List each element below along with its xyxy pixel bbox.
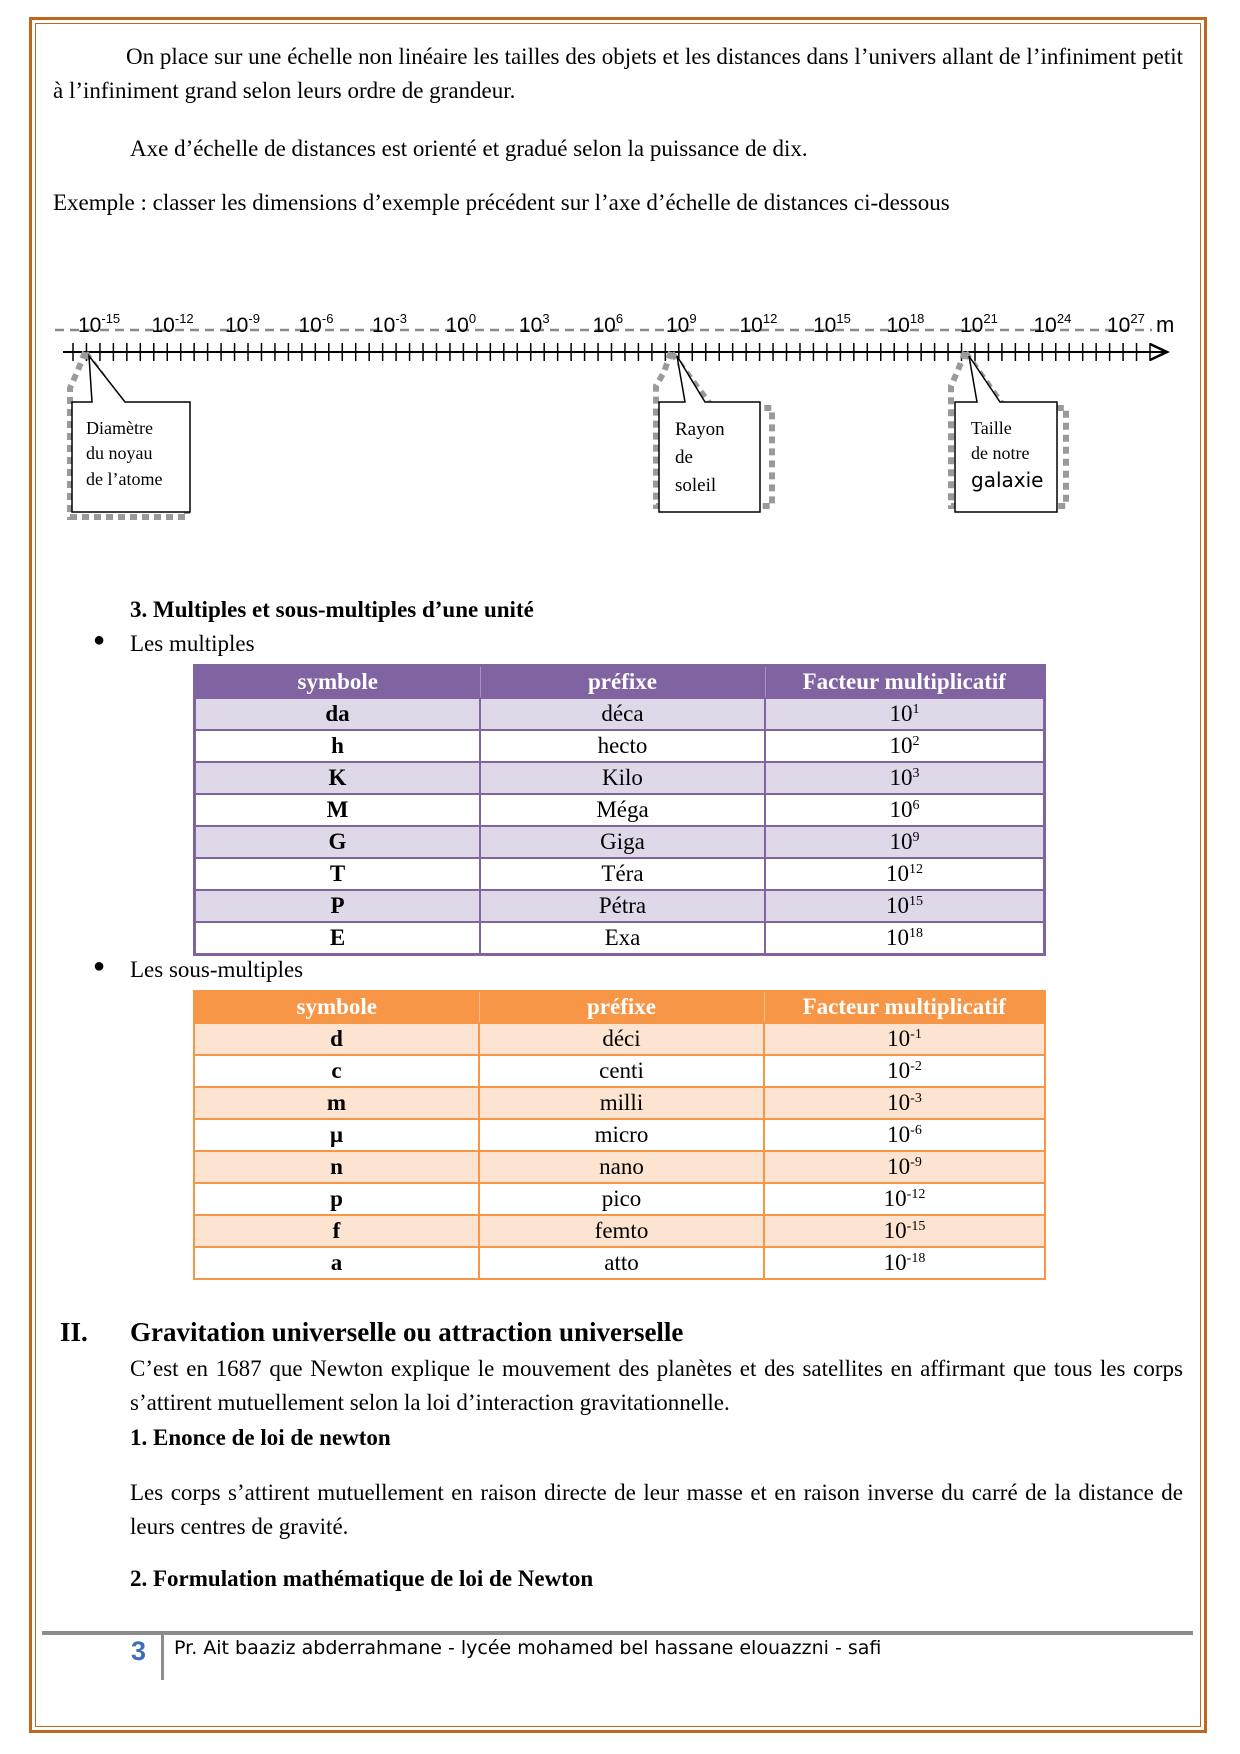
cell-symbol: h <box>195 730 481 762</box>
callout-galaxy-line-2: de notre <box>971 443 1030 463</box>
table-header-row <box>194 991 1045 1023</box>
cell-symbol: P <box>195 890 481 922</box>
factor-base: 10 <box>883 1250 907 1275</box>
axis-tick-label <box>372 311 407 337</box>
axis-tick-label <box>593 311 624 337</box>
axis-label-exponent: 9 <box>689 311 697 326</box>
cell-factor <box>765 858 1045 890</box>
axis-label-base: 10 <box>1107 314 1131 337</box>
axis-label-exponent: -9 <box>248 311 260 326</box>
cell-factor <box>764 1087 1045 1119</box>
callout-nucleus <box>70 352 190 517</box>
axis-tick-label <box>446 311 477 337</box>
axis-tick-label <box>1034 311 1072 337</box>
callout-sun-line-1: Rayon <box>675 419 725 440</box>
axis-label-exponent: 15 <box>836 311 851 326</box>
table-row <box>195 730 1045 762</box>
axis-label-exponent: -3 <box>395 311 407 326</box>
cell-symbol: n <box>194 1151 479 1183</box>
factor-exponent: 6 <box>912 798 920 813</box>
factor-exponent: -18 <box>906 1251 926 1266</box>
axis-unit-label: m <box>1156 312 1175 337</box>
submultiples-label: Les sous-multiples <box>130 957 304 982</box>
header-facteur: Facteur multiplicatif <box>764 991 1045 1023</box>
axis-label-exponent: -6 <box>321 311 334 326</box>
axis-label-base: 10 <box>739 314 763 337</box>
cell-factor <box>765 698 1045 730</box>
axis-label-base: 10 <box>445 314 469 337</box>
cell-prefix: femto <box>479 1215 764 1247</box>
submultiples-table <box>193 990 1046 1280</box>
factor-exponent: 18 <box>909 926 923 941</box>
cell-factor <box>765 762 1045 794</box>
cell-factor <box>764 1151 1045 1183</box>
factor-exponent: -15 <box>906 1219 926 1234</box>
table-row <box>194 1023 1045 1055</box>
cell-prefix: nano <box>479 1151 764 1183</box>
section-2-numeral: II. <box>60 1317 88 1347</box>
factor-exponent: -2 <box>910 1059 922 1074</box>
cell-prefix: pico <box>479 1183 764 1215</box>
cell-symbol: p <box>194 1183 479 1215</box>
table-row <box>194 1183 1045 1215</box>
axis-label-exponent: 12 <box>762 311 778 326</box>
callout-galaxy-line-3: galaxie <box>971 468 1044 492</box>
section-2-text: C’est en 1687 que Newton explique le mouvement des planètes et des satellites en affirmant que tous les corps s’attirent mutuellement selon la loi d’interaction gravitationnelle. <box>130 1356 1183 1415</box>
axis-tick-label <box>1107 311 1145 337</box>
factor-base: 10 <box>886 861 909 886</box>
factor-base: 10 <box>883 1186 907 1211</box>
header-prefixe: préfixe <box>479 991 764 1023</box>
factor-exponent: 3 <box>912 766 920 781</box>
cell-prefix: déca <box>480 698 765 730</box>
table-row <box>195 858 1045 890</box>
cell-factor <box>764 1247 1045 1279</box>
footer-author: Pr. Ait baaziz abderrahmane - lycée mohamed bel hassane elouazzni - safi <box>174 1637 882 1659</box>
cell-symbol: T <box>195 858 481 890</box>
cell-factor <box>765 826 1045 858</box>
bullet-icon: ● <box>93 629 106 651</box>
axis-label-exponent: 24 <box>1056 311 1072 326</box>
table-row <box>195 698 1045 730</box>
cell-prefix: micro <box>479 1119 764 1151</box>
table-row <box>194 1087 1045 1119</box>
axis-tick-label <box>960 311 998 337</box>
header-symbole: symbole <box>195 666 481 699</box>
factor-exponent: -3 <box>910 1091 922 1106</box>
factor-base: 10 <box>886 925 909 950</box>
cell-prefix: hecto <box>480 730 765 762</box>
callout-sun-line-2: de <box>675 447 693 468</box>
factor-exponent: 9 <box>912 830 920 845</box>
table-row <box>195 890 1045 922</box>
table-header-row <box>195 666 1045 699</box>
factor-base: 10 <box>889 829 913 854</box>
factor-base: 10 <box>887 1058 911 1083</box>
axis-tick-label <box>225 311 260 337</box>
axis-label-base: 10 <box>78 314 102 337</box>
axis-label-exponent: -12 <box>174 311 194 326</box>
axis-label-exponent: 0 <box>468 311 477 326</box>
cell-symbol: c <box>194 1055 479 1087</box>
cell-prefix: Kilo <box>480 762 765 794</box>
callout-galaxy-line-1: Taille <box>971 418 1012 438</box>
cell-symbol: f <box>194 1215 479 1247</box>
callout-nucleus-line-2: du noyau <box>86 443 153 463</box>
table-row <box>194 1055 1045 1087</box>
factor-exponent: -6 <box>910 1123 922 1138</box>
intro-paragraph-3: Exemple : classer les dimensions d’exemple précédent sur l’axe d’échelle de distances ci-dessous <box>53 190 950 215</box>
factor-base: 10 <box>889 733 913 758</box>
callout-sun-line-3: soleil <box>675 475 717 496</box>
axis-labels <box>78 311 1145 337</box>
cell-factor <box>765 890 1045 922</box>
cell-prefix: Exa <box>480 922 765 955</box>
axis-label-base: 10 <box>886 314 910 337</box>
cell-symbol: da <box>195 698 481 730</box>
factor-base: 10 <box>887 1122 911 1147</box>
cell-prefix: Pétra <box>480 890 765 922</box>
axis-label-exponent: 3 <box>542 311 550 326</box>
axis-label-base: 10 <box>298 314 322 337</box>
cell-prefix: atto <box>479 1247 764 1279</box>
axis-label-base: 10 <box>225 314 249 337</box>
cell-symbol: E <box>195 922 481 955</box>
cell-factor <box>764 1215 1045 1247</box>
factor-exponent: -1 <box>910 1027 922 1042</box>
axis-label-base: 10 <box>592 314 616 337</box>
table-row <box>194 1247 1045 1279</box>
factor-exponent: 12 <box>909 862 923 877</box>
factor-exponent: -12 <box>906 1187 926 1202</box>
subsection-1-title: 1. Enonce de loi de newton <box>130 1425 391 1450</box>
factor-base: 10 <box>887 1090 911 1115</box>
axis-label-exponent: -15 <box>101 311 121 326</box>
factor-base: 10 <box>883 1218 907 1243</box>
cell-symbol: a <box>194 1247 479 1279</box>
cell-symbol: K <box>195 762 481 794</box>
section-2-title: Gravitation universelle ou attraction universelle <box>130 1317 684 1347</box>
axis-tick-label <box>78 311 120 337</box>
factor-base: 10 <box>887 1154 911 1179</box>
axis-label-base: 10 <box>151 314 175 337</box>
axis-label-exponent: 27 <box>1130 311 1145 326</box>
cell-prefix: Méga <box>480 794 765 826</box>
axis-label-base: 10 <box>519 314 543 337</box>
factor-exponent: -9 <box>910 1155 922 1170</box>
axis-label-exponent: 6 <box>615 311 624 326</box>
factor-exponent: 1 <box>912 702 920 717</box>
cell-prefix: centi <box>479 1055 764 1087</box>
cell-factor <box>764 1119 1045 1151</box>
axis-tick-label <box>519 311 550 337</box>
axis-label-base: 10 <box>666 314 690 337</box>
cell-factor <box>764 1055 1045 1087</box>
factor-base: 10 <box>889 797 913 822</box>
factor-base: 10 <box>889 701 913 726</box>
subsection-1-text: Les corps s’attirent mutuellement en raison directe de leur masse et en raison inverse du carré de la distance de leurs centres de gravité. <box>130 1480 1183 1539</box>
footer-divider <box>42 1631 1193 1635</box>
factor-exponent: 2 <box>912 734 920 749</box>
axis-tick-label <box>740 311 778 337</box>
factor-base: 10 <box>889 765 913 790</box>
callout-sun <box>656 352 772 512</box>
axis-label-exponent: 18 <box>909 311 925 326</box>
intro-paragraph-2: Axe d’échelle de distances est orienté et gradué selon la puissance de dix. <box>130 136 808 161</box>
table-row <box>195 762 1045 794</box>
axis-tick-label <box>152 311 194 337</box>
distance-scale-axis <box>0 290 1240 520</box>
axis-tick-label <box>666 311 697 337</box>
cell-factor <box>765 730 1045 762</box>
section-3-title: 3. Multiples et sous-multiples d’une unité <box>130 597 534 622</box>
axis-tick-label <box>813 311 851 337</box>
cell-prefix: déci <box>479 1023 764 1055</box>
axis-label-base: 10 <box>960 314 984 337</box>
axis-label-exponent: 21 <box>983 311 998 326</box>
cell-factor <box>764 1183 1045 1215</box>
table-row <box>194 1119 1045 1151</box>
callout-galaxy <box>951 352 1066 512</box>
header-prefixe: préfixe <box>480 666 765 699</box>
table-row <box>194 1151 1045 1183</box>
multiples-table <box>193 664 1046 956</box>
axis-label-base: 10 <box>1033 314 1057 337</box>
cell-symbol: G <box>195 826 481 858</box>
bullet-icon: ● <box>93 955 106 977</box>
cell-factor <box>765 794 1045 826</box>
axis-tick-label <box>887 311 925 337</box>
axis-label-base: 10 <box>372 314 396 337</box>
table-row <box>195 826 1045 858</box>
table-row <box>194 1215 1045 1247</box>
factor-base: 10 <box>887 1026 911 1051</box>
cell-prefix: Giga <box>480 826 765 858</box>
cell-prefix: Téra <box>480 858 765 890</box>
footer-separator <box>161 1634 164 1680</box>
axis-ticks <box>73 343 1150 361</box>
table-row <box>195 794 1045 826</box>
callout-nucleus-line-1: Diamètre <box>86 418 153 438</box>
cell-symbol: d <box>194 1023 479 1055</box>
cell-symbol: µ <box>194 1119 479 1151</box>
cell-prefix: milli <box>479 1087 764 1119</box>
header-facteur: Facteur multiplicatif <box>765 666 1045 699</box>
cell-symbol: M <box>195 794 481 826</box>
factor-base: 10 <box>886 893 909 918</box>
cell-symbol: m <box>194 1087 479 1119</box>
callout-nucleus-line-3: de l’atome <box>86 469 163 489</box>
intro-paragraph-1: On place sur une échelle non linéaire les tailles des objets et les distances dans l’univers allant de l’infiniment petit à l’infiniment grand selon leurs ordre de grandeur. <box>53 44 1183 103</box>
axis-label-base: 10 <box>813 314 837 337</box>
header-symbole: symbole <box>194 991 479 1023</box>
multiples-label: Les multiples <box>130 631 255 656</box>
subsection-2-title: 2. Formulation mathématique de loi de Newton <box>130 1566 594 1591</box>
page-number: 3 <box>131 1636 147 1666</box>
factor-exponent: 15 <box>909 894 923 909</box>
table-row <box>195 922 1045 955</box>
cell-factor <box>764 1023 1045 1055</box>
axis-tick-label <box>299 311 334 337</box>
cell-factor <box>765 922 1045 955</box>
